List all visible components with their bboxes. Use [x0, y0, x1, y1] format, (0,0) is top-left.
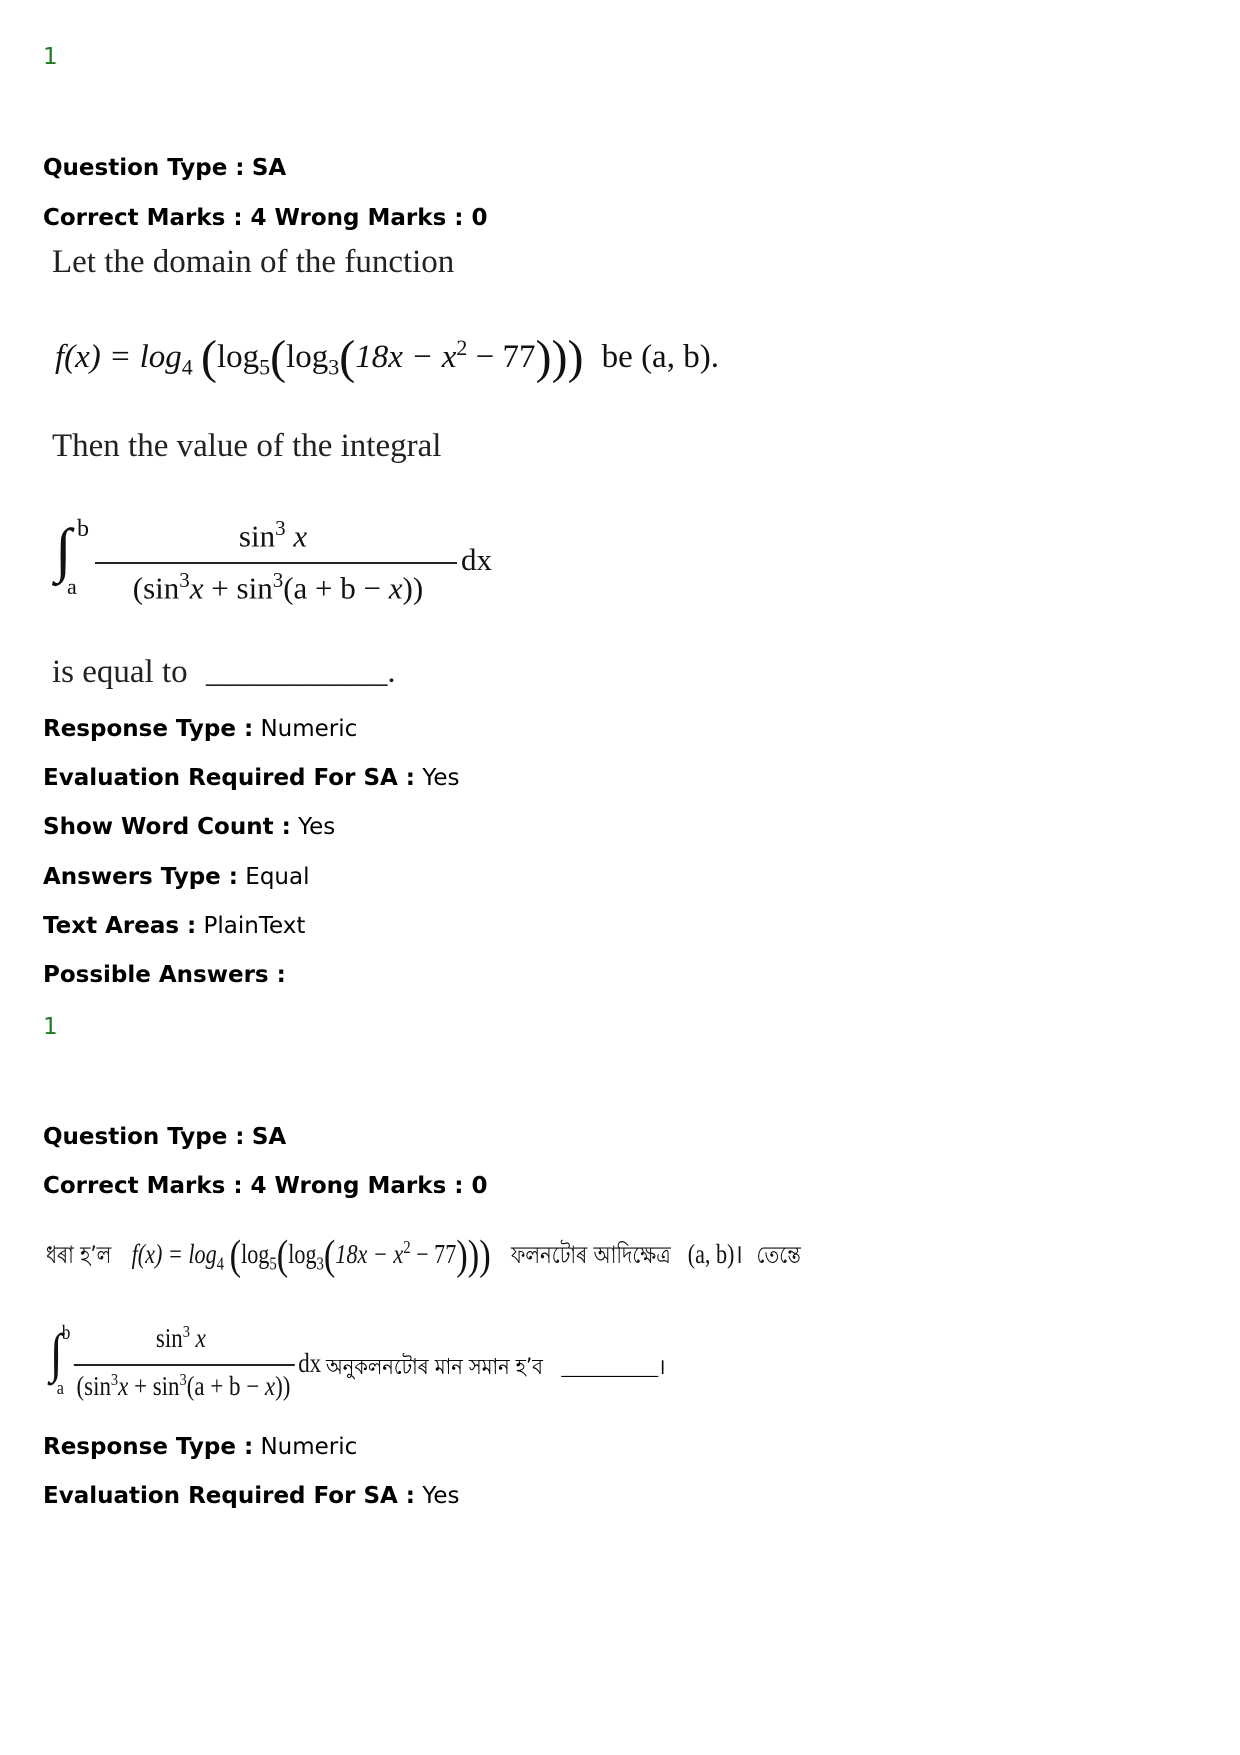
evaluation-line	[43, 763, 459, 793]
question2-evaluation-label: Evaluation Required For SA :	[43, 1483, 416, 1509]
answer-blank: ___________.	[205, 654, 396, 690]
text-areas-line	[43, 911, 305, 941]
question2-log-base-4: 4	[216, 1253, 225, 1274]
log3-text: log	[286, 339, 329, 375]
question2-log-base-5: 5	[269, 1253, 277, 1274]
integral-dx: dx	[461, 542, 492, 577]
question2-function-lhs: f(x) = log	[131, 1239, 217, 1269]
question2-equal-text: অনুকলনটোৰ মান সমান হ’ব	[326, 1355, 543, 1380]
question2-evaluation-line	[43, 1481, 459, 1511]
text-areas-label: Text Areas :	[43, 913, 197, 939]
question2-function-line: ধৰা হ’ল $f(x) = \log_4 (\log_5(\log_3(18x - x^2 - 77)))$ ফলনটোৰ আদিক্ষেত্ৰ (a, b)। তেন্তে	[46, 1233, 801, 1279]
question2-log3: log	[288, 1239, 317, 1269]
log-base-4: 4	[181, 354, 193, 380]
question2-answer-blank: __________।	[561, 1354, 666, 1379]
question2-type-line	[43, 1122, 286, 1152]
possible-answers-label: Possible Answers :	[43, 962, 286, 988]
word-count-value: Yes	[298, 814, 336, 840]
domain-suffix: be (a, b).	[601, 339, 719, 375]
integral-numerator: $\sin^3 x$	[238, 516, 308, 554]
word-count-line	[43, 812, 335, 842]
question2-equal-line	[326, 1350, 666, 1387]
question-intro: Let the domain of the function	[52, 244, 455, 280]
question-type-value: SA	[251, 155, 287, 181]
integral-lower-limit: a	[67, 574, 77, 599]
equal-text: is equal to	[52, 654, 188, 690]
question2-square: 2	[403, 1237, 411, 1257]
possible-answer-value: 1	[43, 1014, 58, 1040]
response-type-line	[43, 714, 357, 744]
question2-integral-lower: a	[56, 1378, 64, 1399]
fraction-bar	[95, 562, 457, 564]
evaluation-label: Evaluation Required For SA :	[43, 765, 416, 791]
function-lhs: f(x) = log	[55, 339, 182, 375]
question-then: Then the value of the integral	[52, 428, 442, 464]
function-definition: $f(x) = \log_4 (\log_5(\log_3(18x - x^2 - 77)))$ be (a, b).	[55, 331, 719, 384]
question-type-line	[43, 153, 286, 183]
question2-integral	[50, 1318, 322, 1418]
question2-marks-text: Correct Marks : 4 Wrong Marks : 0	[43, 1173, 488, 1199]
text-areas-value: PlainText	[203, 913, 306, 939]
question-equal-line	[52, 654, 396, 691]
question2-after-text: ফলনটোৰ আদিক্ষেত্ৰ	[510, 1241, 671, 1269]
question2-marks-line	[43, 1171, 487, 1201]
question2-response-type-label: Response Type :	[43, 1434, 254, 1460]
question2-lead: ধৰা হ’ল	[46, 1241, 112, 1269]
integral-sign: ∫	[55, 517, 72, 583]
question2-inner: 18x − x	[335, 1239, 404, 1269]
question2-type-value: SA	[251, 1124, 287, 1150]
question2-interval: (a, b)।	[687, 1239, 743, 1269]
answers-type-value: Equal	[245, 864, 310, 890]
answers-type-line	[43, 862, 310, 892]
log-base-5: 5	[259, 354, 271, 380]
question2-log-base-3: 3	[316, 1253, 324, 1274]
response-type-value: Numeric	[260, 716, 358, 742]
response-type-label: Response Type :	[43, 716, 254, 742]
evaluation-value: Yes	[422, 765, 460, 791]
square-exponent: 2	[456, 335, 468, 360]
question2-response-type-value: Numeric	[260, 1434, 358, 1460]
marks-text: Correct Marks : 4 Wrong Marks : 0	[43, 205, 488, 231]
answers-type-label: Answers Type :	[43, 864, 238, 890]
question2-log5: log	[241, 1239, 270, 1269]
question-type-label: Question Type :	[43, 155, 245, 181]
question2-response-type-line	[43, 1432, 357, 1462]
question2-numerator: $\sin^3 x$	[155, 1322, 206, 1353]
log5-text: log	[216, 339, 260, 375]
question2-denominator: $(\sin^3x + \sin^3(a + b - x))$	[76, 1370, 291, 1401]
question2-tail: − 77	[410, 1239, 457, 1269]
question2-fraction-bar	[74, 1364, 295, 1366]
marks-line	[43, 203, 487, 233]
question-number: 1	[43, 44, 58, 70]
question2-dx: dx	[298, 1348, 322, 1378]
integral-upper-limit: b	[77, 516, 89, 542]
word-count-label: Show Word Count :	[43, 814, 291, 840]
question2-integral-sign: ∫	[50, 1323, 63, 1383]
function-tail: − 77	[467, 339, 536, 375]
question2-integral-upper: b	[61, 1322, 71, 1344]
possible-answers-line	[43, 960, 286, 990]
question2-evaluation-value: Yes	[422, 1483, 460, 1509]
function-inner: 18x − x	[355, 339, 457, 375]
integral-expression	[55, 508, 515, 618]
question2-type-label: Question Type :	[43, 1124, 245, 1150]
question2-then: তেন্তে	[756, 1241, 801, 1269]
integral-denominator: $(\sin^3x + \sin^3(a + b - x))$	[132, 568, 424, 606]
log-base-3: 3	[328, 354, 340, 380]
